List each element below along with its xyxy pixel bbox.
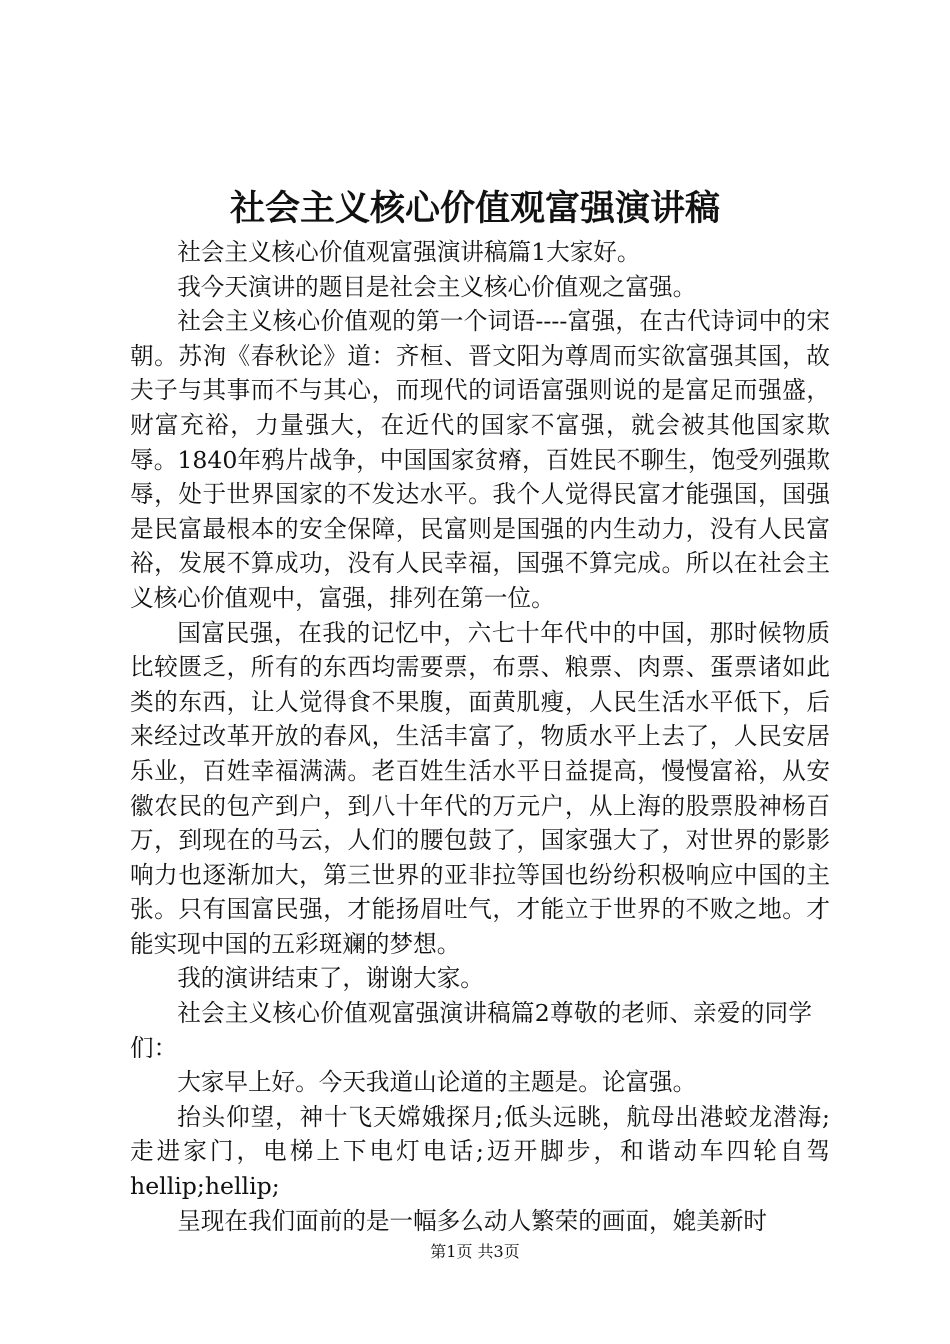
paragraph: 社会主义核心价值观的第一个词语----富强，在古代诗词中的宋朝。苏洵《春秋论》道：齐桓、晋文阳为尊周而实欲富强其国，故夫子与其事而不与其心，而现代的词语富强则说的是富足而强盛，财富充裕，力量强大，在近代的国家不富强，就会被其他国家欺辱。1840年鸦片战争，中国国家贫瘠，百姓民不聊生，饱受列强欺辱，处于世界国家的不发达水平。我个人觉得民富才能强国，国强是民富最根本的安全保障，民富则是国强的内生动力，没有人民富裕，发展不算成功，没有人民幸福，国强不算完成。所以在社会主义核心价值观中，富强，排列在第一位。 <box>130 307 830 612</box>
paragraph: 社会主义核心价值观富强演讲稿篇1大家好。 <box>177 238 641 266</box>
page-footer: 第1页 共3页 <box>430 1242 520 1261</box>
document-body <box>130 235 830 1238</box>
paragraph: 我的演讲结束了，谢谢大家。 <box>177 964 484 993</box>
page-title: 社会主义核心价值观富强演讲稿 <box>229 188 720 229</box>
paragraph: 大家早上好。今天我道山论道的主题是。论富强。 <box>177 1068 697 1097</box>
paragraph: 我今天演讲的题目是社会主义核心价值观之富强。 <box>177 272 697 301</box>
paragraph: 社会主义核心价值观富强演讲稿篇2尊敬的老师、亲爱的同学们： <box>130 999 812 1062</box>
paragraph: 呈现在我们面前的是一幅多么动人繁荣的画面，媲美新时 <box>177 1206 768 1235</box>
paragraph: 国富民强，在我的记忆中，六七十年代中的中国，那时候物质比较匮乏，所有的东西均需要票，布票、粮票、肉票、蛋票诸如此类的东西，让人觉得食不果腹，面黄肌瘦，人民生活水平低下，后来经过改革开放的春风，生活丰富了，物质水平上去了，人民安居乐业，百姓幸福满满。老百姓生活水平日益提高，慢慢富裕，从安徽农民的包产到户，到八十年代的万元户，从上海的股票股神杨百万，到现在的马云，人们的腰包鼓了，国家强大了，对世界的影影响力也逐渐加大，第三世界的亚非拉等国也纷纷积极响应中国的主张。只有国富民强，才能扬眉吐气，才能立于世界的不败之地。才能实现中国的五彩斑斓的梦想。 <box>130 618 830 958</box>
paragraph: 抬头仰望，神十飞天嫦娥探月;低头远眺，航母出港蛟龙潜海;走进家门，电梯上下电灯电话;迈开脚步，和谐动车四轮自驾hellip;hellip; <box>130 1102 830 1201</box>
